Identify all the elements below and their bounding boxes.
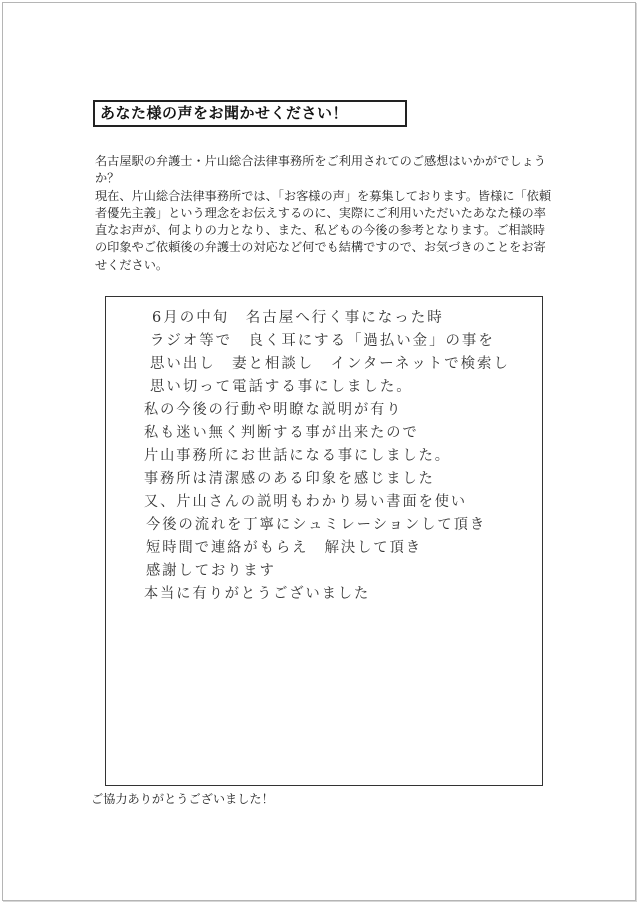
handwritten-line: 片山事務所にお世話になる事にしました。	[144, 448, 451, 464]
handwritten-line: 思い切って電話する事にしました。	[150, 379, 413, 395]
handwritten-line: 思い出し 妻と相談し インターネットで検索し	[150, 356, 510, 372]
handwritten-line: 私も迷い無く判断する事が出来たので	[144, 425, 419, 441]
handwritten-line: 6月の中旬 名古屋へ行く事になった時	[152, 310, 444, 326]
handwritten-line: 事務所は清潔感のある印象を感じました	[144, 471, 435, 487]
handwritten-line: 感謝しております	[146, 563, 276, 579]
handwritten-line: 今後の流れを丁寧にシュミレーションして頂き	[146, 517, 487, 533]
handwritten-line: 又、片山さんの説明もわかり易い書面を使い	[144, 494, 468, 510]
handwritten-response	[144, 307, 530, 606]
document-page	[2, 2, 636, 901]
thanks-message: ご協力ありがとうございました！	[91, 792, 274, 806]
intro-paragraph-2: 現在、片山総合法律事務所では、「お客様の声」を募集しております。皆様に「依頼者優先主義」という理念をお伝えするのに、実際にご利用いただいたあなた様の率直なお声が、何よりの力となり、また、私どもの今後の参考となります。ご相談時の印象やご依頼後の弁護士の対応など何でも結構ですので、お気づきのことをお寄せください。	[95, 188, 552, 272]
intro-text	[95, 153, 557, 274]
handwritten-line: ラジオ等で 良く耳にする「過払い金」の事を	[150, 333, 495, 349]
handwritten-line: 私の今後の行動や明瞭な説明が有り	[144, 402, 403, 418]
handwritten-line: 本当に有りがとうございました	[144, 586, 371, 602]
customer-response-box	[105, 296, 543, 786]
page-title: あなた様の声をお聞かせください！	[93, 100, 407, 127]
handwritten-line: 短時間で連絡がもらえ 解決して頂き	[146, 540, 423, 556]
intro-paragraph-1: 名古屋駅の弁護士・片山総合法律事務所をご利用されてのご感想はいかがでしょうか？	[95, 154, 546, 186]
